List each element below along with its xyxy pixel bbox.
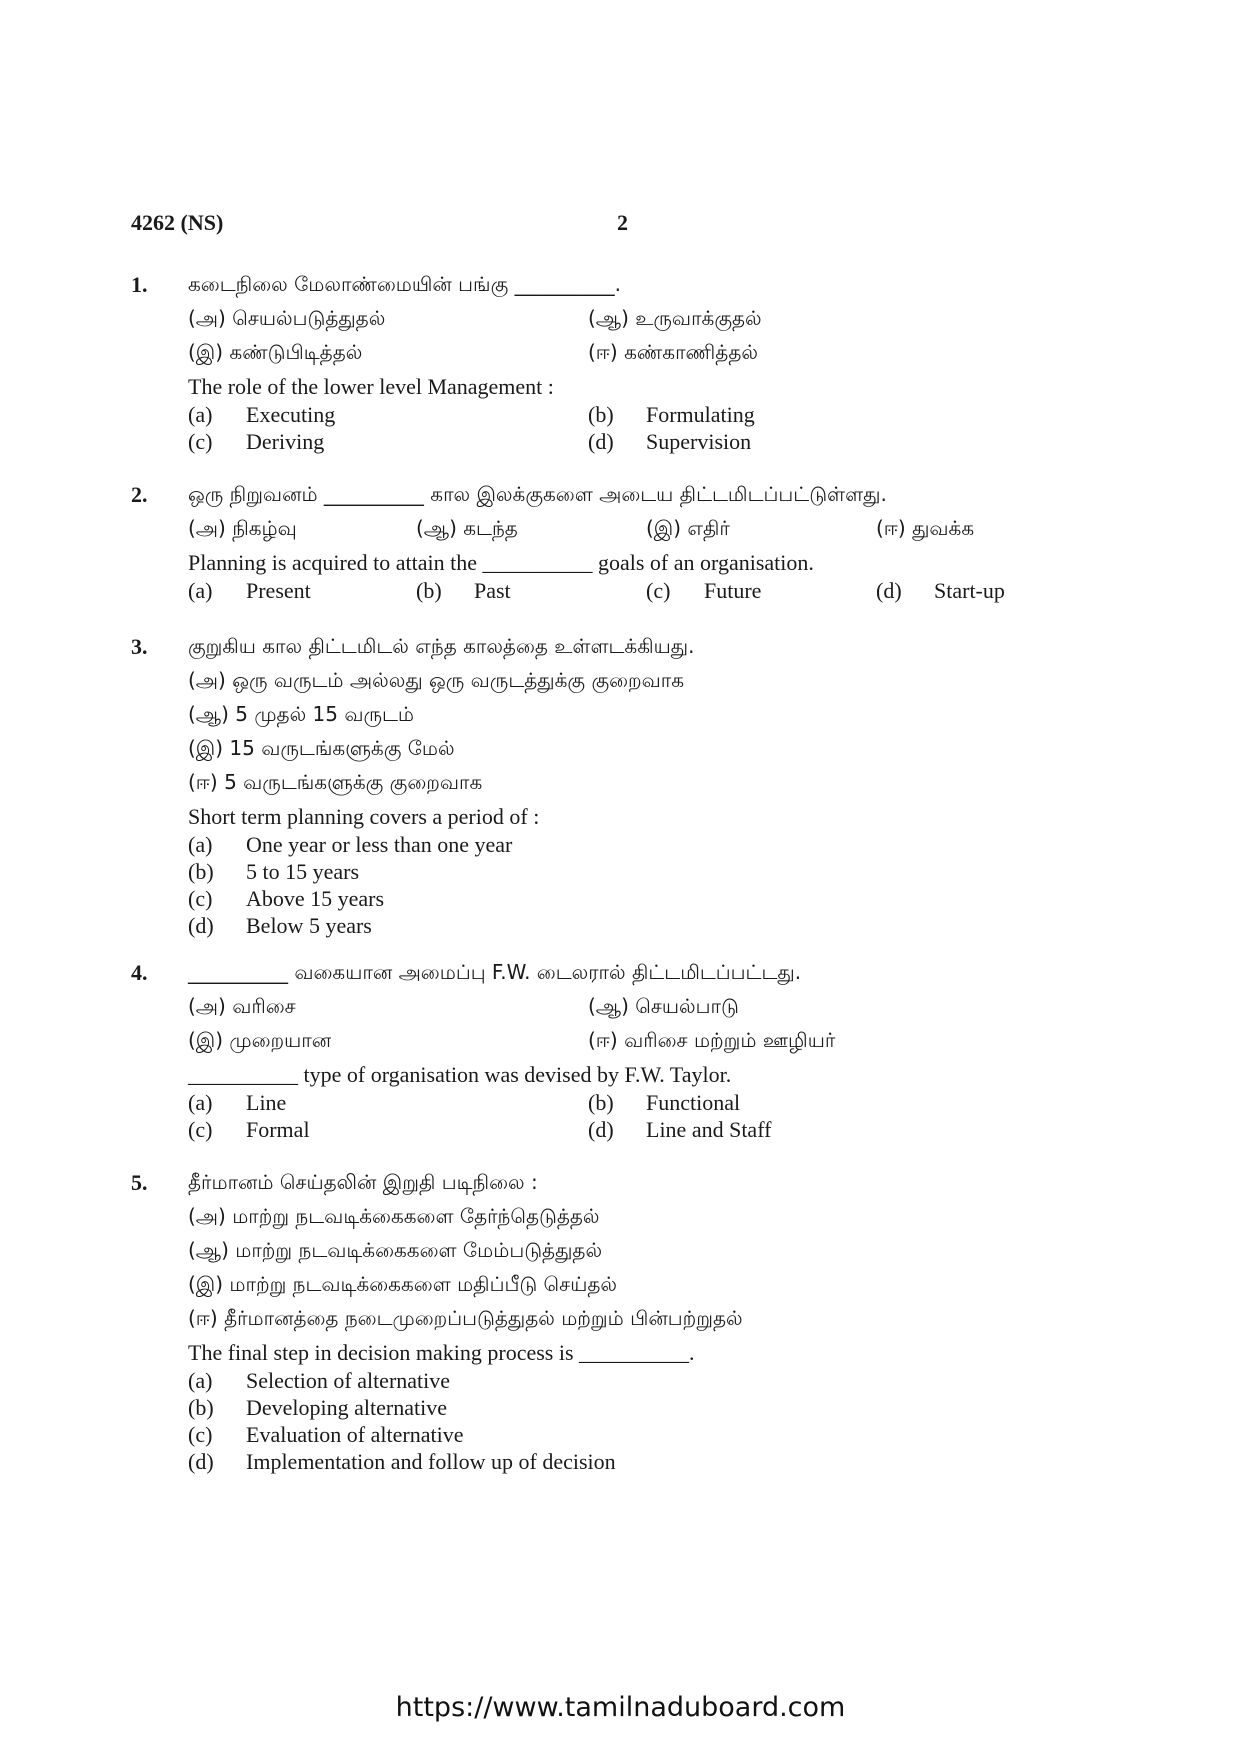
paper-code: 4262 (NS) xyxy=(131,210,224,235)
option-english: (b) Past xyxy=(416,578,511,603)
option-tamil: (இ) 15 வருடங்களுக்கு மேல் xyxy=(188,736,455,760)
option-english: (a) One year or less than one year xyxy=(188,832,513,857)
option-tamil: (இ) எதிர் xyxy=(646,516,730,540)
option-english: (d) Below 5 years xyxy=(188,913,372,938)
option-tamil: (இ) கண்டுபிடித்தல் xyxy=(188,340,363,364)
question-text-tamil: __________ வகையான அமைப்பு F.W. டைலரால் திட்டமிடப்பட்டது. xyxy=(188,960,802,984)
option-tamil: (ஈ) கண்காணித்தல் xyxy=(588,340,758,364)
option-english: (d) Implementation and follow up of decision xyxy=(188,1449,616,1474)
option-english: (d) Line and Staff xyxy=(588,1117,772,1142)
option-english: (c) Evaluation of alternative xyxy=(188,1422,464,1447)
question-text-english: The role of the lower level Management : xyxy=(188,374,554,399)
option-tamil: (ஈ) துவக்க xyxy=(876,516,975,540)
question-text-tamil: தீர்மானம் செய்தலின் இறுதி படிநிலை : xyxy=(188,1170,538,1194)
question-text-tamil: கடைநிலை மேலாண்மையின் பங்கு __________. xyxy=(188,272,621,296)
option-english: (d) Supervision xyxy=(588,429,752,454)
option-tamil: (ஆ) செயல்பாடு xyxy=(588,994,739,1018)
option-tamil: (அ) நிகழ்வு xyxy=(188,516,297,540)
option-english: (b) Developing alternative xyxy=(188,1395,447,1420)
question-text-english: The final step in decision making process is __________. xyxy=(188,1340,695,1365)
question-text-english: __________ type of organisation was devised by F.W. Taylor. xyxy=(188,1062,732,1087)
question-number: 1. xyxy=(131,272,148,297)
option-tamil: (ஆ) கடந்த xyxy=(416,516,518,540)
option-tamil: (ஈ) 5 வருடங்களுக்கு குறைவாக xyxy=(188,770,483,794)
question-number: 5. xyxy=(131,1170,148,1195)
option-tamil: (ஈ) தீர்மானத்தை நடைமுறைப்படுத்துதல் மற்றும் பின்பற்றுதல் xyxy=(188,1306,743,1330)
option-english: (b) Functional xyxy=(588,1090,741,1115)
page-header xyxy=(131,210,1111,240)
option-english: (c) Formal xyxy=(188,1117,310,1142)
option-tamil: (அ) வரிசை xyxy=(188,994,296,1018)
option-english: (a) Line xyxy=(188,1090,287,1115)
option-english: (a) Selection of alternative xyxy=(188,1368,451,1393)
footer-url[interactable]: https://www.tamilnaduboard.com xyxy=(395,1692,846,1723)
option-tamil: (அ) ஒரு வருடம் அல்லது ஒரு வருடத்துக்கு குறைவாக xyxy=(188,668,685,692)
question-number: 3. xyxy=(131,634,148,659)
page-number: 2 xyxy=(617,210,628,235)
option-english: (d) Start-up xyxy=(876,578,1005,603)
question-number: 4. xyxy=(131,960,148,985)
option-english: (c) Deriving xyxy=(188,429,325,454)
option-tamil: (ஆ) 5 முதல் 15 வருடம் xyxy=(188,702,415,726)
option-tamil: (இ) மாற்று நடவடிக்கைகளை மதிப்பீடு செய்தல் xyxy=(188,1272,617,1296)
option-english: (a) Executing xyxy=(188,402,336,427)
option-tamil: (அ) மாற்று நடவடிக்கைகளை தேர்ந்தெடுத்தல் xyxy=(188,1204,600,1228)
option-english: (b) 5 to 15 years xyxy=(188,859,360,884)
option-tamil: (ஆ) மாற்று நடவடிக்கைகளை மேம்படுத்துதல் xyxy=(188,1238,603,1262)
option-tamil: (இ) முறையான xyxy=(188,1028,332,1052)
question-text-english: Short term planning covers a period of : xyxy=(188,804,540,829)
option-tamil: (அ) செயல்படுத்துதல் xyxy=(188,306,386,330)
option-english: (c) Future xyxy=(646,578,762,603)
option-english: (a) Present xyxy=(188,578,311,603)
option-tamil: (ஈ) வரிசை மற்றும் ஊழியர் xyxy=(588,1028,836,1052)
question-text-english: Planning is acquired to attain the __________ goals of an organisation. xyxy=(188,550,814,575)
option-tamil: (ஆ) உருவாக்குதல் xyxy=(588,306,762,330)
option-english: (b) Formulating xyxy=(588,402,755,427)
question-number: 2. xyxy=(131,482,148,507)
question-text-tamil: ஒரு நிறுவனம் __________ கால இலக்குகளை அடைய திட்டமிடப்பட்டுள்ளது. xyxy=(188,482,887,506)
option-english: (c) Above 15 years xyxy=(188,886,385,911)
question-text-tamil: குறுகிய கால திட்டமிடல் எந்த காலத்தை உள்ளடக்கியது. xyxy=(188,634,695,658)
